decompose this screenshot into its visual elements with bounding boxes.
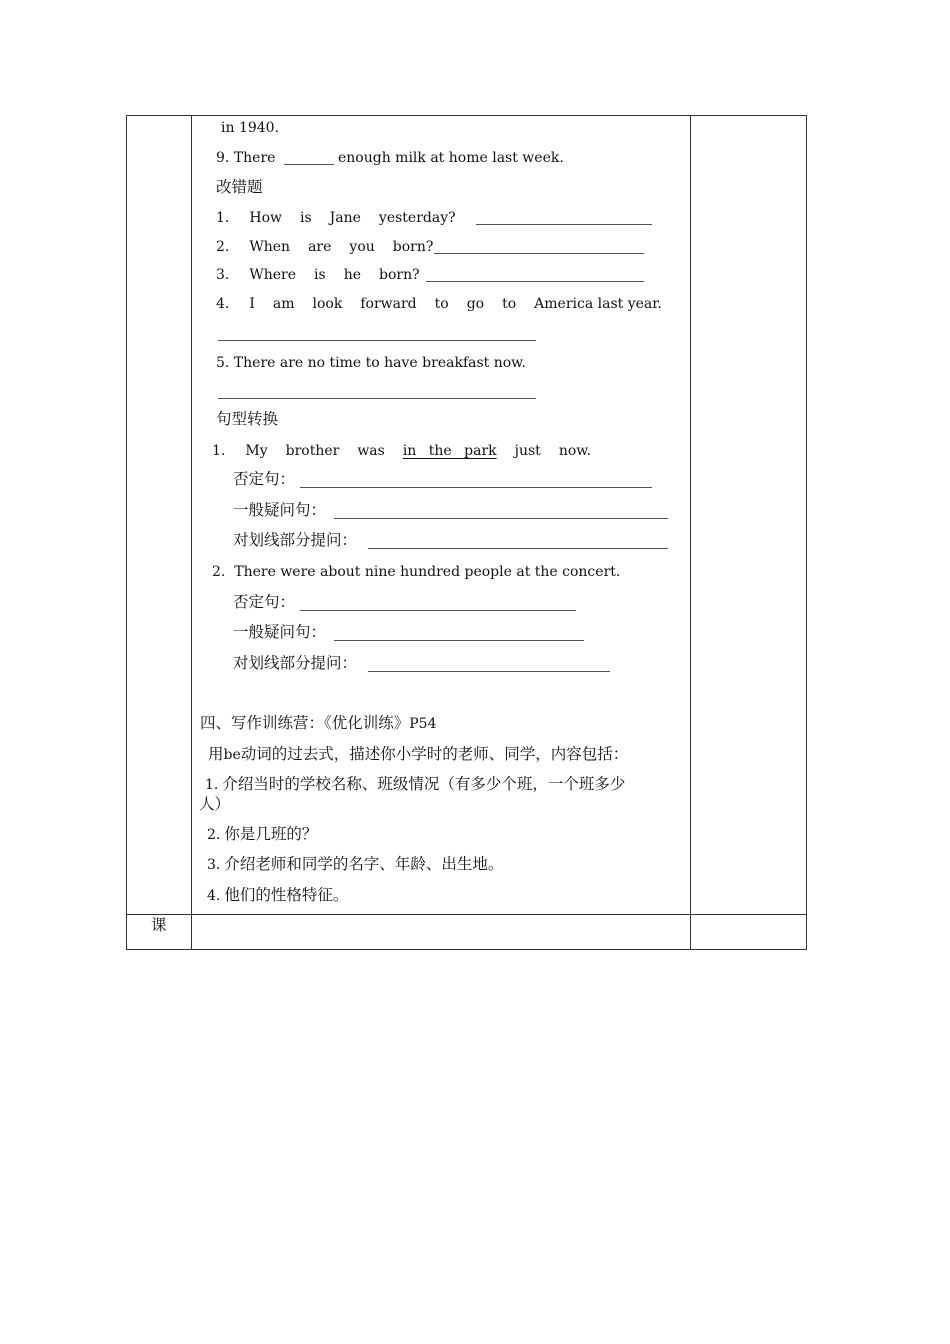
label-wh-question-1: 对划线部分提问： — [233, 531, 358, 549]
question-blank-2[interactable] — [334, 640, 584, 641]
transform-item-1: 1. My brother was in the park just now. — [212, 443, 592, 459]
writing-point-2: 2. 你是几班的？ — [207, 825, 318, 843]
row-divider — [126, 914, 807, 915]
item-9-start: 9. There — [216, 150, 276, 166]
negative-blank-1[interactable] — [300, 487, 652, 488]
wh-question-blank-1[interactable] — [368, 548, 668, 549]
correction-item-3: 3. Where is he born? — [216, 267, 420, 283]
correction-blank-3[interactable] — [426, 281, 644, 282]
writing-point-1-continued: 人） — [199, 795, 231, 813]
column-divider-left — [191, 115, 192, 950]
writing-point-4: 4. 他们的性格特征。 — [207, 886, 349, 904]
heading-sentence-transform: 句型转换 — [216, 410, 279, 428]
writing-point-3: 3. 介绍老师和同学的名字、年龄、出生地。 — [207, 855, 504, 873]
answer-blank-9[interactable] — [284, 164, 334, 165]
label-negative-2: 否定句： — [233, 593, 296, 611]
column-divider-right — [690, 115, 691, 950]
wh-question-blank-2[interactable] — [368, 671, 610, 672]
correction-blank-2[interactable] — [434, 253, 644, 254]
underlined-phrase: in the park — [402, 443, 497, 459]
label-question-1: 一般疑问句： — [233, 501, 327, 519]
question-blank-1[interactable] — [334, 518, 668, 519]
label-question-2: 一般疑问句： — [233, 623, 327, 641]
line-in-1940: in 1940. — [221, 120, 280, 136]
transform-item-2: 2. There were about nine hundred people at the concert. — [212, 564, 621, 580]
writing-title: 四、写作训练营：《优化训练》P54 — [200, 714, 437, 732]
correction-blank-5[interactable] — [218, 398, 536, 399]
correction-item-1: 1. How is Jane yesterday? — [216, 210, 456, 226]
writing-point-1: 1. 介绍当时的学校名称、班级情况（有多少个班，一个班多少 — [205, 775, 626, 793]
label-negative-1: 否定句： — [233, 470, 296, 488]
writing-intro: 用be动词的过去式，描述你小学时的老师、同学，内容包括： — [208, 745, 629, 763]
correction-item-5: 5. There are no time to have breakfast now. — [216, 355, 526, 371]
label-wh-question-2: 对划线部分提问： — [233, 654, 358, 672]
correction-item-4: 4. I am look forward to go to America last year. — [216, 296, 662, 312]
correction-item-2: 2. When are you born? — [216, 239, 434, 255]
heading-error-correction: 改错题 — [216, 178, 263, 196]
correction-blank-1[interactable] — [476, 224, 652, 225]
correction-blank-4[interactable] — [218, 340, 536, 341]
negative-blank-2[interactable] — [300, 610, 576, 611]
bottom-row-label: 课 — [151, 916, 167, 934]
item-9-end: enough milk at home last week. — [338, 150, 564, 166]
